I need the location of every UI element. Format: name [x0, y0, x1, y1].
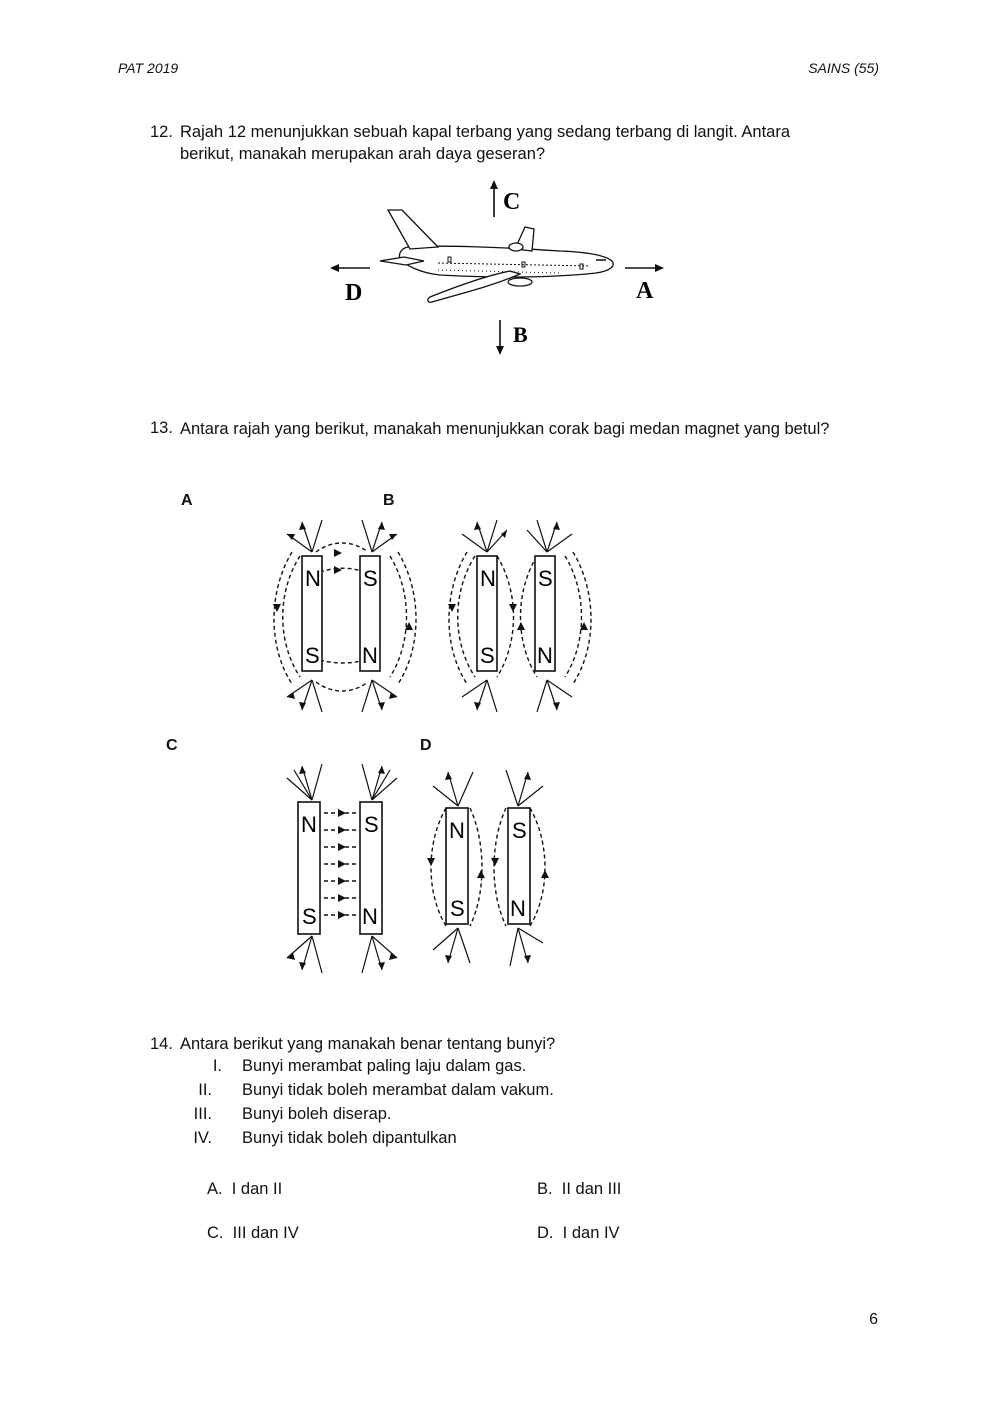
arrow-label-right: A: [636, 278, 654, 304]
airplane-figure: [320, 175, 680, 365]
pole-label: S: [302, 904, 317, 929]
diagram-label-d: D: [420, 737, 432, 754]
option-letter: C.: [207, 1224, 224, 1242]
airplane-icon: [380, 210, 613, 302]
question-number: 13.: [150, 419, 173, 437]
pole-label: S: [450, 896, 465, 921]
statement-text: Bunyi tidak boleh merambat dalam vakum.: [242, 1081, 554, 1099]
pole-label: N: [480, 566, 496, 591]
option-letter: A.: [207, 1180, 223, 1198]
option-text: III dan IV: [232, 1224, 299, 1242]
diagram-label-b: B: [383, 492, 395, 509]
pole-label: N: [449, 818, 465, 843]
option-letter: D.: [537, 1224, 554, 1242]
statement-number: II.: [198, 1081, 212, 1099]
question-text-line2: berikut, manakah merupakan arah daya geseran?: [180, 145, 546, 163]
option-c[interactable]: [207, 1224, 299, 1243]
pole-label: N: [362, 643, 378, 668]
option-d[interactable]: [537, 1224, 620, 1243]
pole-label: N: [510, 896, 526, 921]
arrow-label-left: D: [345, 280, 363, 306]
pole-label: N: [305, 566, 321, 591]
question-text: Antara rajah yang berikut, manakah menunjukkan corak bagi medan magnet yang betul?: [180, 420, 830, 438]
header-right: SAINS (55): [808, 60, 879, 76]
pole-label: S: [305, 643, 320, 668]
diagram-label-a: A: [181, 492, 193, 509]
pole-label: N: [362, 904, 378, 929]
pole-label: S: [512, 818, 527, 843]
option-text: I dan IV: [562, 1224, 620, 1242]
pole-label: S: [538, 566, 553, 591]
magnet-diagram-b: [447, 512, 592, 722]
arrow-label-up: C: [503, 189, 521, 215]
option-a[interactable]: [207, 1180, 282, 1199]
statement-text: Bunyi merambat paling laju dalam gas.: [242, 1057, 527, 1075]
magnet-diagram-a: [272, 512, 417, 722]
arrow-label-down: B: [513, 322, 528, 347]
statement-text: Bunyi tidak boleh dipantulkan: [242, 1129, 457, 1147]
page-number: 6: [869, 1311, 878, 1328]
header-left: PAT 2019: [118, 60, 179, 76]
pole-label: S: [363, 566, 378, 591]
pole-label: N: [301, 812, 317, 837]
statement-number: I.: [212, 1057, 222, 1075]
statement-number: IV.: [193, 1129, 212, 1147]
statement-number: III.: [193, 1105, 212, 1123]
magnet-diagram-d: [418, 758, 563, 983]
option-text: I dan II: [231, 1180, 283, 1198]
pole-label: N: [537, 643, 553, 668]
statement-text: Bunyi boleh diserap.: [242, 1105, 392, 1123]
diagram-label-c: C: [166, 737, 178, 754]
question-text-line1: Rajah 12 menunjukkan sebuah kapal terbang yang sedang terbang di langit. Antara: [180, 123, 791, 141]
question-number: 12.: [150, 123, 173, 141]
question-number: 14.: [150, 1035, 173, 1053]
magnet-diagram-c: [272, 758, 417, 983]
option-letter: B.: [537, 1180, 553, 1198]
pole-label: S: [480, 643, 495, 668]
question-text: Antara berikut yang manakah benar tentang bunyi?: [180, 1035, 556, 1053]
option-b[interactable]: [537, 1180, 621, 1199]
pole-label: S: [364, 812, 379, 837]
option-text: II dan III: [561, 1180, 622, 1198]
